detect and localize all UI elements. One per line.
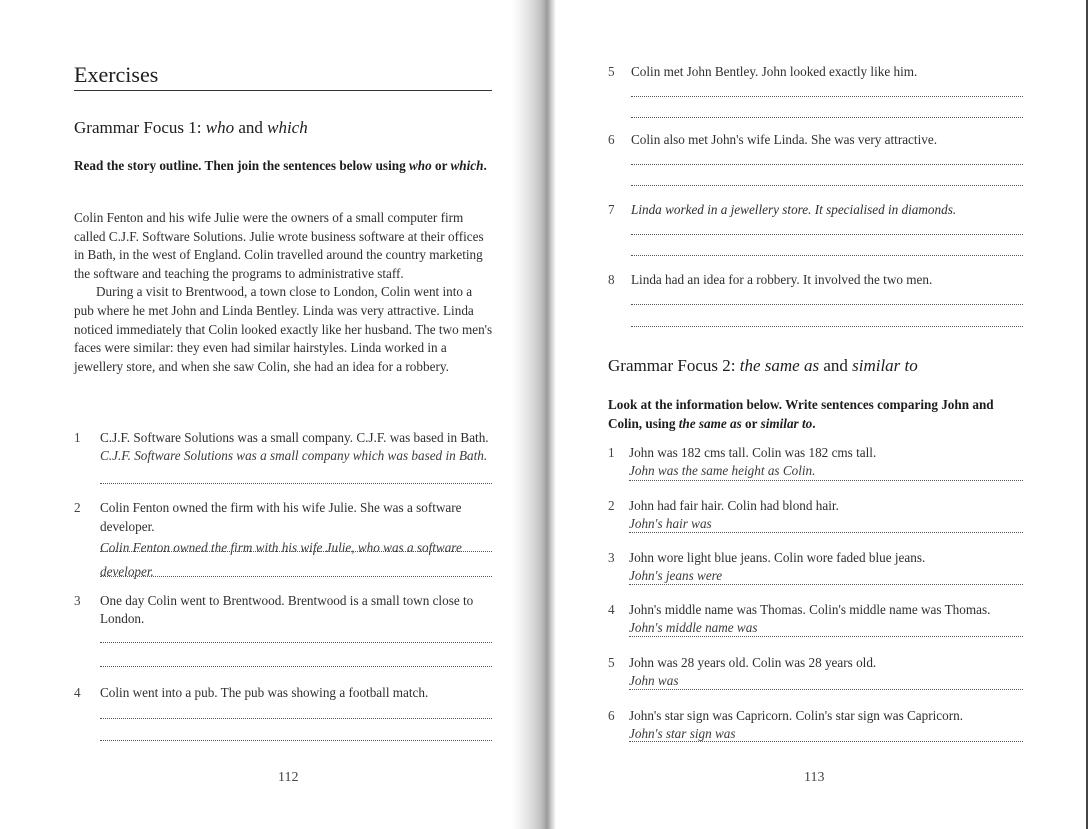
item-answer: John was [629, 673, 679, 689]
page-heading: Exercises [74, 62, 159, 87]
item-question: Colin Fenton owned the firm with his wife Julie. She was a software developer. [100, 500, 462, 534]
left-page: Exercises Grammar Focus 1: who and which Read the story outline. Then join the sentences below using who or which. Colin Fenton and his wife Julie were the owners of a small computer firm called C.J.F. Software Solutions. Julie wrote business software at their offices in Bath, in the west of England. Colin travelled around the country marketing the software and teaching the programs to administrative staff. During a visit to Brentwood, a town close to London, Colin went into a pub where he met John and Linda Bentley. Linda was very attractive. Linda noticed immediately that Colin looked exactly like her husband. The two men's faces were similar: they even had similar hairstyles. Linda worked in a jewellery store, and when she saw Colin, she had an idea for a robbery. 1 C.J.F. Software Solutions was a small company. C.J.F. was based in Bath. C.J.F. Software Solutions was a small company which was based in Bath. 2 Colin Fenton owned the firm with his wife Julie. She was a software developer. Colin Fenton owned the firm with his wife Julie, who was a software developer. 3 One day Colin went to Brentwood. Brentwood is a small town close to London. 4 Colin went into a pub. The pub was showing a football match. 112 [74, 62, 493, 785]
item-answer: Colin Fenton owned the firm with his wife Julie, who was a software developer. [100, 540, 462, 580]
item-answer: John was the same height as Colin. [629, 463, 816, 479]
item-question: Colin went into a pub. The pub was showing a football match. [100, 685, 429, 700]
answer-line [631, 96, 1023, 97]
answer-line [629, 532, 1023, 533]
item-answer: John's middle name was [629, 620, 758, 636]
answer-line [629, 584, 1023, 585]
page-number: 113 [804, 770, 825, 785]
item-answer: John's jeans were [629, 568, 723, 584]
item-question: John was 28 years old. Colin was 28 years old. [629, 655, 877, 670]
answer-line [631, 164, 1023, 165]
answer-line [631, 117, 1023, 118]
page-number: 112 [278, 770, 299, 785]
story-paragraph-1: Colin Fenton and his wife Julie were the owners of a small computer firm called C.J.F. Software Solutions. Julie wrote business software at their offices in Bath, in the west of England. Colin travelled around the country marketing the software and teaching the programs to administrative staff. [74, 210, 484, 281]
answer-line [629, 689, 1023, 690]
item-question: Linda worked in a jewellery store. It specialised in diamonds. [631, 202, 957, 217]
answer-line [631, 255, 1023, 256]
right-page: 5 Colin met John Bentley. John looked exactly like him. 6 Colin also met John's wife Linda. She was very attractive. 7 Linda worked in a jewellery store. It specialised in diamonds. 8 Linda had an idea for a robbery. It involved the two men. Grammar Focus 2: the same as and similar to Look at the information below. Write sentences comparing John and Colin, using the same as or similar to. 1 John was 182 cms tall. Colin was 182 cms tall. John was the same height as Colin. 2 John had fair hair. Colin had blond hair. John's hair was 3 John wore light blue jeans. Colin wore faded blue jeans. John's jeans were 4 John's middle name was Thomas. Colin's middle name was Thomas. John's middle name was 5 John was 28 years old. Colin was 28 years old. John was 6 John's star sign was Capricorn. Colin's star sign was Capricorn. John's star sign was 113 [0, 0, 1092, 829]
item-question: Colin met John Bentley. John looked exactly like him. [631, 64, 918, 79]
item-question: John's star sign was Capricorn. Colin's star sign was Capricorn. [629, 708, 964, 723]
story-paragraph-2: During a visit to Brentwood, a town close to London, Colin went into a pub where he met John and Linda Bentley. Linda was very attractive. Linda noticed immediately that Colin looked exactly like her husband. The two men's faces were similar: they even had similar hairstyles. Linda worked in a jewellery store, and when she saw Colin, she had an idea for a robbery. [74, 284, 493, 374]
item-answer: John's hair was [629, 516, 712, 532]
instruction-2: Look at the information below. Write sentences comparing John and Colin, using the same as or similar to. [608, 397, 994, 431]
item-question: Colin also met John's wife Linda. She was very attractive. [631, 132, 937, 147]
item-question: John's middle name was Thomas. Colin's middle name was Thomas. [629, 602, 991, 617]
item-question: John had fair hair. Colin had blond hair. [629, 498, 839, 513]
item-answer: C.J.F. Software Solutions was a small company which was based in Bath. [100, 448, 488, 464]
item-question: John was 182 cms tall. Colin was 182 cms tall. [629, 445, 877, 460]
answer-line [629, 636, 1023, 637]
answer-line [631, 304, 1023, 305]
instruction-1: Read the story outline. Then join the sentences below using who or which. [74, 158, 487, 173]
item-question: John wore light blue jeans. Colin wore faded blue jeans. [629, 550, 926, 565]
answer-line [631, 185, 1023, 186]
grammar-focus-1-title: Grammar Focus 1: who and which [74, 118, 308, 137]
answer-line [629, 480, 1023, 481]
answer-line [631, 326, 1023, 327]
item-question: One day Colin went to Brentwood. Brentwood is a small town close to London. [100, 593, 474, 627]
answer-line [629, 741, 1023, 742]
grammar-focus-2-title: Grammar Focus 2: the same as and similar to [608, 356, 918, 375]
item-answer: John's star sign was [629, 726, 736, 742]
item-question: C.J.F. Software Solutions was a small company. C.J.F. was based in Bath. [100, 430, 489, 445]
answer-line [631, 234, 1023, 235]
item-question: Linda had an idea for a robbery. It involved the two men. [631, 272, 933, 287]
